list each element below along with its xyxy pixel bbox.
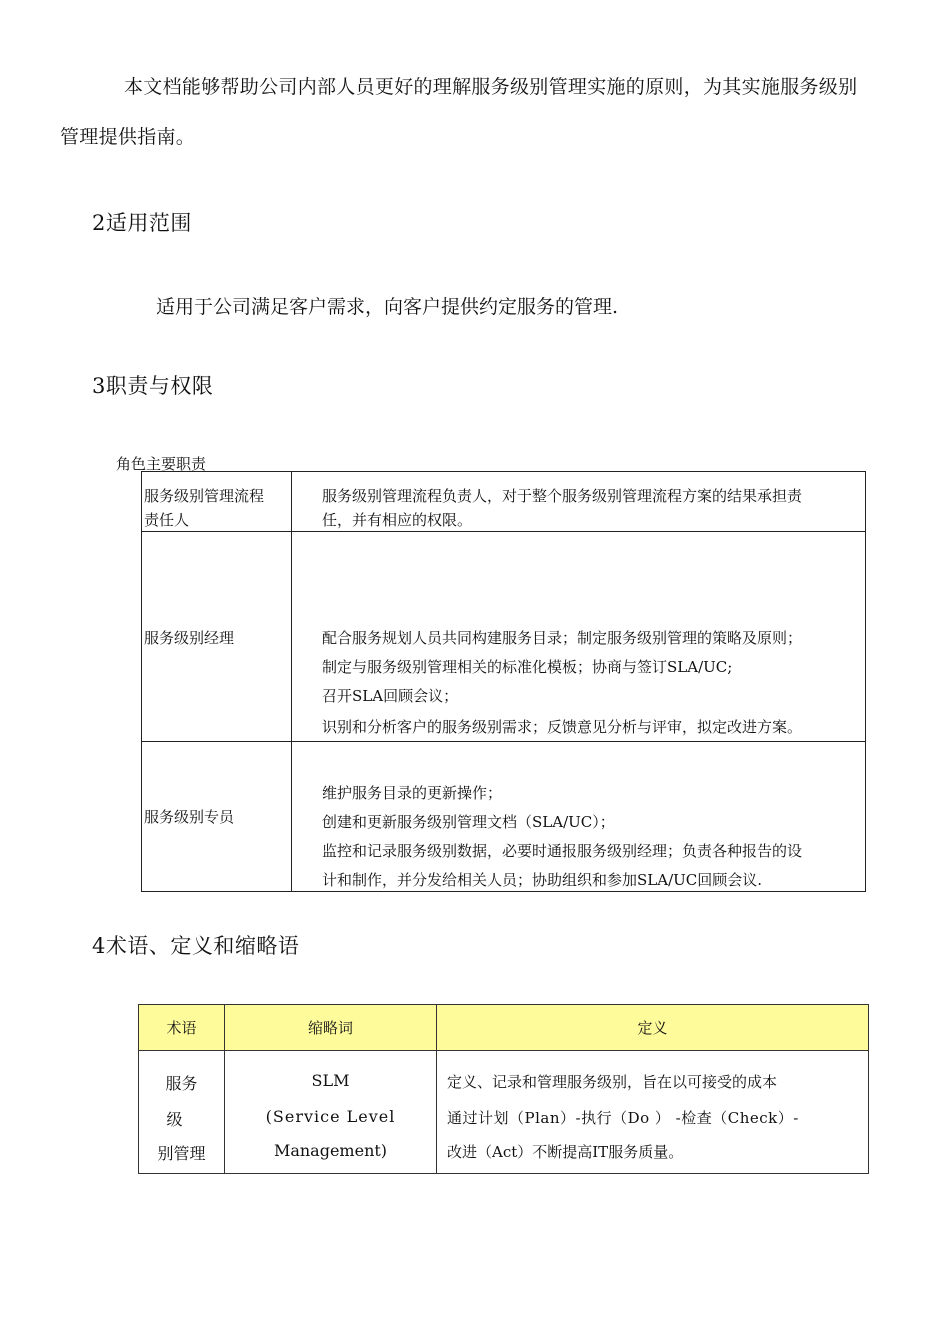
duty-line: 召开SLA回顾会议； bbox=[322, 687, 459, 705]
scope-text: 适用于公司满足客户需求，向客户提供约定服务的管理. bbox=[156, 296, 619, 318]
duty-cell bbox=[292, 532, 866, 742]
table-row bbox=[142, 532, 866, 742]
role-line: 服务级别管理流程 bbox=[144, 487, 265, 505]
terms-table bbox=[138, 1004, 869, 1174]
section-3-heading: 3职责与权限 bbox=[92, 374, 214, 398]
role-cell bbox=[142, 472, 292, 532]
section-4-heading: 4术语、定义和缩略语 bbox=[92, 934, 300, 958]
duty-line: 服务级别管理流程负责人，对于整个服务级别管理流程方案的结果承担责 bbox=[322, 487, 803, 505]
abbr-line: SLM bbox=[311, 1071, 350, 1090]
duty-cell bbox=[292, 742, 866, 892]
duty-line: 创建和更新服务级别管理文档（SLA/UC）； bbox=[322, 813, 615, 831]
table-row bbox=[142, 472, 866, 532]
header-definition: 定义 bbox=[437, 1005, 869, 1051]
definition-cell bbox=[437, 1051, 869, 1174]
abbr-line: (Service Level bbox=[265, 1107, 396, 1126]
roles-table-caption: 角色主要职责 bbox=[116, 455, 207, 473]
duty-line: 任，并有相应的权限。 bbox=[322, 511, 473, 529]
roles-table bbox=[141, 471, 866, 892]
abbreviation-cell bbox=[225, 1051, 437, 1174]
term-line: 级 bbox=[166, 1110, 183, 1129]
header-term: 术语 bbox=[139, 1005, 225, 1051]
def-line: 通过计划（Plan）-执行（Do ） -检查（Check）- bbox=[447, 1109, 799, 1127]
duty-line: 维护服务目录的更新操作； bbox=[322, 784, 503, 802]
intro-line-1: 本文档能够帮助公司内部人员更好的理解服务级别管理实施的原则，为其实施服务级别 bbox=[124, 76, 858, 98]
table-header-row bbox=[139, 1005, 869, 1051]
term-line: 服务 bbox=[165, 1074, 198, 1093]
duty-line: 识别和分析客户的服务级别需求；反馈意见分析与评审，拟定改进方案。 bbox=[322, 718, 803, 736]
role-cell bbox=[142, 532, 292, 742]
duty-cell bbox=[292, 472, 866, 532]
duty-line: 监控和记录服务级别数据，必要时通报服务级别经理；负责各种报告的设 bbox=[322, 842, 803, 860]
role-line: 服务级别专员 bbox=[144, 808, 235, 826]
abbr-line: Management) bbox=[273, 1141, 388, 1160]
header-abbreviation: 缩略词 bbox=[225, 1005, 437, 1051]
duty-line: 制定与服务级别管理相关的标准化模板；协商与签订SLA/UC; bbox=[322, 658, 733, 676]
def-line: 定义、记录和管理服务级别，旨在以可接受的成本 bbox=[447, 1073, 778, 1091]
def-line: 改进（Act）不断提高IT服务质量。 bbox=[447, 1143, 684, 1161]
role-cell bbox=[142, 742, 292, 892]
table-row bbox=[139, 1051, 869, 1174]
term-cell bbox=[139, 1051, 225, 1174]
role-line: 服务级别经理 bbox=[144, 629, 235, 647]
duty-line: 计和制作，并分发给相关人员；协助组织和参加SLA/UC回顾会议. bbox=[322, 871, 763, 889]
table-row bbox=[142, 742, 866, 892]
section-2-heading: 2适用范围 bbox=[92, 211, 192, 235]
duty-line: 配合服务规划人员共同构建服务目录；制定服务级别管理的策略及原则； bbox=[322, 629, 803, 647]
term-line: 别管理 bbox=[157, 1144, 206, 1163]
intro-paragraph bbox=[60, 62, 942, 162]
intro-line-2: 管理提供指南。 bbox=[60, 126, 196, 148]
role-line: 责任人 bbox=[144, 511, 190, 529]
